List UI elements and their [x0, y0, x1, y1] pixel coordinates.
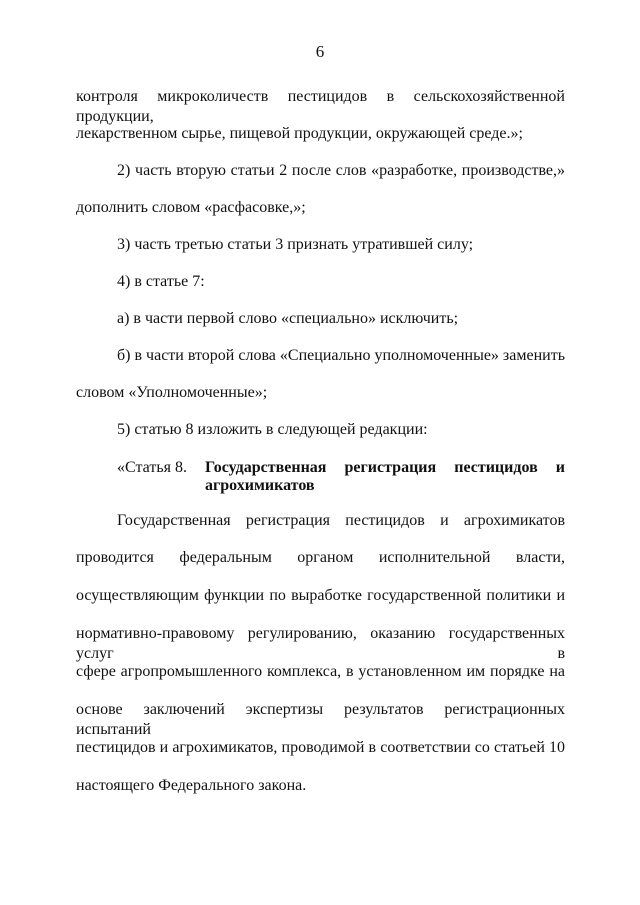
text-line: 3) часть третью статьи 3 признать утратившей силу; [117, 236, 474, 253]
article-title-line: агрохимикатов [205, 477, 315, 494]
text-line: б) в части второй слова «Специально уполномоченные» заменить [117, 347, 565, 364]
body-line: осуществляющим функции по выработке государственной политики и [76, 587, 565, 604]
text-line: словом «Уполномоченные»; [76, 384, 268, 401]
article-title-line: Государственная регистрация пестицидов и [205, 459, 565, 476]
body-line: сфере агропромышленного комплекса, в установленном им порядке на [76, 663, 565, 680]
text-line: а) в части первой слово «специально» исключить; [117, 310, 459, 327]
text-line: 4) в статье 7: [117, 273, 205, 290]
article-heading [117, 458, 565, 502]
page-number: 6 [315, 42, 325, 61]
article-title [205, 458, 565, 496]
text-line: контроля микроколичеств пестицидов в сельскохозяйственной продукции, [76, 88, 565, 125]
body-line: Государственная регистрация пестицидов и агрохимикатов [117, 512, 565, 529]
body-line: проводится федеральным органом исполнительной власти, [76, 549, 565, 566]
text-line: лекарственном сырье, пищевой продукции, окружающей среде.»; [76, 125, 523, 142]
body-line: нормативно-правовому регулированию, оказанию государственных услуг в [76, 625, 565, 662]
text-line: дополнить словом «расфасовке,»; [76, 199, 306, 216]
body-line: настоящего Федерального закона. [76, 777, 307, 794]
article-label: «Статья 8. [117, 459, 187, 476]
body-line: основе заключений экспертизы результатов регистрационных испытаний [76, 701, 565, 738]
text-line: 2) часть вторую статьи 2 после слов «разработке, производстве,» [117, 162, 565, 179]
text-line: 5) статью 8 изложить в следующей редакции: [117, 421, 428, 438]
body-line: пестицидов и агрохимикатов, проводимой в соответствии со статьей 10 [76, 739, 565, 756]
